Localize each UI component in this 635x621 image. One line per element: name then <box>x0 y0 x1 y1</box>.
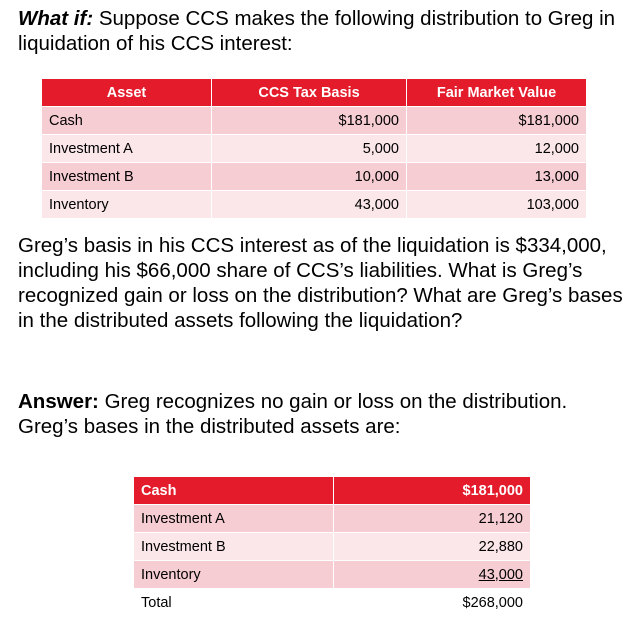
header-cash: Cash <box>134 477 334 505</box>
total-label: Total <box>134 589 334 617</box>
basis-cell: 21,120 <box>334 505 531 533</box>
fmv-cell: 13,000 <box>407 163 587 191</box>
header-asset: Asset <box>42 79 212 107</box>
header-fair-market-value: Fair Market Value <box>407 79 587 107</box>
intro-text: Suppose CCS makes the following distribution to Greg in liquidation of his CCS interest: <box>18 7 616 55</box>
what-if-label: What if: <box>18 7 94 30</box>
table-row <box>42 163 587 191</box>
table-row <box>42 135 587 163</box>
asset-cell: Inventory <box>134 561 334 589</box>
basis-cell: 10,000 <box>212 163 407 191</box>
fmv-cell: $181,000 <box>407 107 587 135</box>
table-row <box>134 533 531 561</box>
intro-paragraph <box>18 6 618 56</box>
header-ccs-tax-basis: CCS Tax Basis <box>212 79 407 107</box>
table-row <box>42 107 587 135</box>
answer-paragraph <box>18 389 623 439</box>
fmv-cell: 12,000 <box>407 135 587 163</box>
basis-cell: $181,000 <box>212 107 407 135</box>
basis-cell: 22,880 <box>334 533 531 561</box>
basis-cell: 43,000 <box>334 561 531 589</box>
distribution-table <box>41 78 587 219</box>
table-row <box>134 561 531 589</box>
table-header-row <box>42 79 587 107</box>
basis-cell: 5,000 <box>212 135 407 163</box>
header-cash-basis: $181,000 <box>334 477 531 505</box>
asset-cell: Investment A <box>42 135 212 163</box>
answer-label: Answer: <box>18 390 99 413</box>
asset-cell: Investment A <box>134 505 334 533</box>
asset-cell: Investment B <box>134 533 334 561</box>
fmv-cell: 103,000 <box>407 191 587 219</box>
total-row <box>134 589 531 617</box>
table-row <box>134 505 531 533</box>
answer-text: Greg recognizes no gain or loss on the distribution. Greg’s bases in the distributed assets are: <box>18 390 568 438</box>
asset-cell: Cash <box>42 107 212 135</box>
total-value: $268,000 <box>334 589 531 617</box>
basis-cell: 43,000 <box>212 191 407 219</box>
bases-table <box>133 476 531 617</box>
question-paragraph: Greg’s basis in his CCS interest as of the liquidation is $334,000, including his $66,000 share of CCS’s liabilities. What is Greg’s recognized gain or loss on the distribution? What are Greg’s bases in the distributed assets following the liquidation? <box>18 234 623 332</box>
table-header-row <box>134 477 531 505</box>
asset-cell: Inventory <box>42 191 212 219</box>
asset-cell: Investment B <box>42 163 212 191</box>
table-row <box>42 191 587 219</box>
